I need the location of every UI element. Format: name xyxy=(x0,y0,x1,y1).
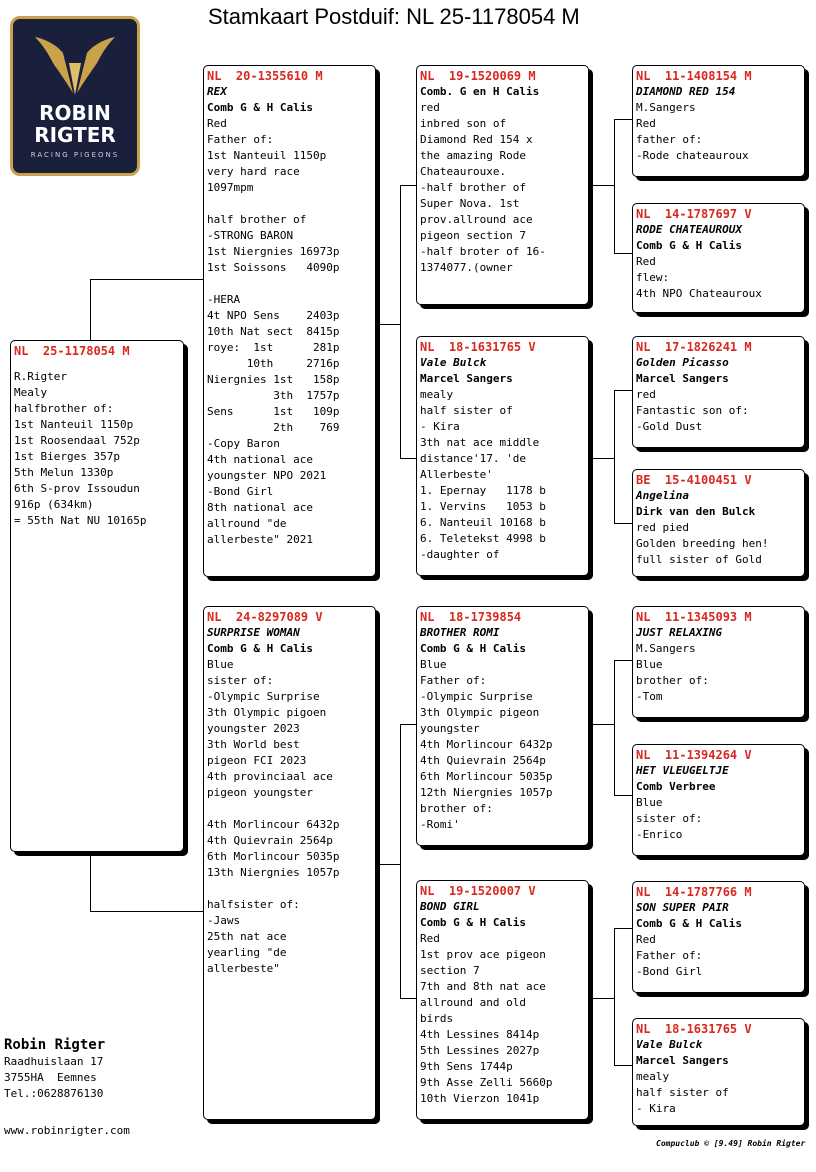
pigeon-breeder: Marcel Sangers xyxy=(636,372,729,385)
pigeon-name: HET VLEUGELTJE xyxy=(636,764,729,777)
connector-line xyxy=(614,660,633,661)
connector-line xyxy=(400,998,417,999)
connector-line xyxy=(614,928,615,1066)
pigeon-notes: R.Rigter Mealy halfbrother of: 1st Nanteuil 1150p 1st Roosendaal 752p 1st Bierges 357p 5th Melun 1330p 6th S-prov Issoudun 916p (634km) = 55th Nat NU 10165p xyxy=(14,370,147,527)
pigeon-notes: Blue sister of: -Olympic Surprise 3th Olympic pigoen youngster 2023 3th World best pigeon FCI 2023 4th provinciaal ace pigeon youngster 4th Morlincour 6432p 4th Quievrain 2564p 6th Morlincour 5035p 13th Niergnies 1057p halfsister of: -Jaws 25th nat ace yearling "de allerbeste" xyxy=(207,658,340,975)
pigeon-notes: red inbred son of Diamond Red 154 x the amazing Rode Chateaurouxe. -half brother of Super Nova. 1st prov.allround ace pigeon section 7 -half broter of 16- 1374077.(owner xyxy=(420,101,546,274)
ring-number: NL 20-1355610 M xyxy=(207,69,323,83)
ring-number: NL 25-1178054 M xyxy=(14,344,130,358)
connector-line xyxy=(614,253,633,254)
pigeon-notes: Blue Father of: -Olympic Surprise 3th Olympic pigeon youngster 4th Morlincour 6432p 4th Quievrain 2564p 6th Morlincour 5035p 12th Niergnies 1057p brother of: -Romi' xyxy=(420,658,553,831)
pigeon-notes: red pied Golden breeding hen! full sister of Gold xyxy=(636,521,769,566)
connector-line xyxy=(376,864,400,865)
owner-city: 3755HA Eemnes xyxy=(4,1071,97,1084)
pigeon-name: REX xyxy=(207,85,227,98)
pigeon-card-mfm xyxy=(632,744,805,856)
connector-line xyxy=(614,390,615,524)
pigeon-name: Golden Picasso xyxy=(636,356,729,369)
connector-line xyxy=(400,458,417,459)
connector-line xyxy=(376,324,400,325)
pigeon-notes: Red Father of: 1st Nanteuil 1150p very hard race 1097mpm half brother of -STRONG BARON 1st Niergnies 16973p 1st Soissons 4090p -HERA 4t NPO Sens 2403p 10th Nat sect 8415p roye: 1st 281p 10th 2716p Niergnies 1st 158p 3th 1757p Sens 1st 109p 2th 769 -Copy Baron 4th national ace youngster NPO 2021 -Bond Girl 8th national ace allround "de allerbeste" 2021 xyxy=(207,117,340,546)
pigeon-card-ffm xyxy=(632,203,805,313)
pigeon-breeder: Comb G & H Calis xyxy=(636,239,742,252)
pigeon-breeder: Marcel Sangers xyxy=(420,372,513,385)
pigeon-notes: Blue sister of: -Enrico xyxy=(636,796,703,841)
pigeon-breeder: Comb G & H Calis xyxy=(207,101,313,114)
pigeon-card-mmm xyxy=(632,1018,805,1126)
owner-address: Raadhuislaan 17 xyxy=(4,1055,104,1068)
pigeon-notes: Red flew: 4th NPO Chateauroux xyxy=(636,255,762,300)
connector-line xyxy=(400,724,417,725)
pigeon-card-father xyxy=(203,65,376,577)
pigeon-name: RODE CHATEAUROUX xyxy=(636,223,742,236)
ring-number: NL 18-1739854 xyxy=(420,610,522,624)
ring-number: NL 24-8297089 V xyxy=(207,610,323,624)
logo-word-robin: ROBIN xyxy=(39,101,111,125)
pigeon-name: SURPRISE WOMAN xyxy=(207,626,300,639)
pigeon-breeder: Marcel Sangers xyxy=(636,1054,729,1067)
pigeon-card-mf xyxy=(416,606,589,846)
pigeon-name: JUST RELAXING xyxy=(636,626,723,639)
connector-line xyxy=(90,856,91,912)
connector-line xyxy=(589,185,614,186)
connector-line xyxy=(614,1065,633,1066)
connector-line xyxy=(400,724,401,999)
ring-number: NL 11-1345093 M xyxy=(636,610,752,624)
pigeon-card-fmm xyxy=(632,469,805,577)
connector-line xyxy=(589,458,614,459)
pigeon-notes: M.Sangers Red father of: -Rode chateauroux xyxy=(636,101,749,162)
pigeon-breeder: Comb Verbree xyxy=(636,780,716,793)
pigeon-card-mff xyxy=(632,606,805,718)
pigeon-name: Angelina xyxy=(636,489,689,502)
owner-block xyxy=(4,1036,105,1102)
ring-number: NL 11-1408154 M xyxy=(636,69,752,83)
pigeon-breeder: Dirk van den Bulck xyxy=(636,505,756,518)
connector-line xyxy=(90,279,91,341)
pigeon-card-fff xyxy=(632,65,805,177)
ring-number: NL 19-1520069 M xyxy=(420,69,536,83)
pigeon-breeder: Comb G & H Calis xyxy=(207,642,313,655)
ring-number: NL 19-1520007 V xyxy=(420,884,536,898)
logo xyxy=(10,16,140,176)
pigeon-card-subject xyxy=(10,340,184,852)
pigeon-name: Vale Bulck xyxy=(636,1038,703,1051)
pigeon-notes: Red Father of: -Bond Girl xyxy=(636,933,703,978)
pigeon-name: BROTHER ROMI xyxy=(420,626,500,639)
pigeon-name: Vale Bulck xyxy=(420,356,487,369)
connector-line xyxy=(614,119,633,120)
pigeon-card-ff xyxy=(416,65,589,305)
pigeon-breeder: Comb G & H Calis xyxy=(420,642,526,655)
page-title: Stamkaart Postduif: NL 25-1178054 M xyxy=(208,4,580,29)
owner-phone: Tel.:0628876130 xyxy=(4,1087,104,1100)
connector-line xyxy=(400,185,401,459)
ring-number: BE 15-4100451 V xyxy=(636,473,752,487)
pigeon-notes: Red 1st prov ace pigeon section 7 7th and 8th nat ace allround and old birds 4th Lessines 8414p 5th Lessines 2027p 9th Sens 1744p 9th Asse Zelli 5660p 10th Vierzon 1041p xyxy=(420,932,553,1105)
pigeon-card-fm xyxy=(416,336,589,576)
pigeon-name: BOND GIRL xyxy=(420,900,480,913)
connector-line xyxy=(589,998,614,999)
ring-number: NL 17-1826241 M xyxy=(636,340,752,354)
connector-line xyxy=(614,660,615,796)
connector-line xyxy=(614,119,615,254)
pigeon-notes: mealy half sister of - Kira xyxy=(636,1070,729,1115)
footer-credit: Compuclub © [9.49] Robin Rigter xyxy=(656,1139,806,1148)
website-link[interactable]: www.robinrigter.com xyxy=(4,1124,130,1137)
pigeon-notes: mealy half sister of - Kira 3th nat ace middle distance'17. 'de Allerbeste' 1. Epernay 1178 b 1. Vervins 1053 b 6. Nanteuil 10168 b 6. Teletekst 4998 b -daughter of xyxy=(420,388,546,561)
wings-icon xyxy=(33,33,117,97)
pigeon-notes: red Fantastic son of: -Gold Dust xyxy=(636,388,749,433)
connector-line xyxy=(400,185,417,186)
owner-name: Robin Rigter xyxy=(4,1037,106,1053)
pigeon-notes: M.Sangers Blue brother of: -Tom xyxy=(636,642,709,703)
connector-line xyxy=(614,795,633,796)
connector-line xyxy=(614,390,633,391)
connector-line xyxy=(90,911,204,912)
pigeon-name: SON SUPER PAIR xyxy=(636,901,729,914)
pigeon-card-fmf xyxy=(632,336,805,448)
ring-number: NL 14-1787766 M xyxy=(636,885,752,899)
pigeon-breeder: Comb G & H Calis xyxy=(636,917,742,930)
logo-word-rigter: RIGTER xyxy=(34,123,116,147)
pigeon-card-mother xyxy=(203,606,376,1120)
connector-line xyxy=(614,523,633,524)
pigeon-name: DIAMOND RED 154 xyxy=(636,85,736,98)
ring-number: NL 18-1631765 V xyxy=(420,340,536,354)
connector-line xyxy=(589,724,614,725)
ring-number: NL 11-1394264 V xyxy=(636,748,752,762)
pigeon-card-mmf xyxy=(632,881,805,993)
pigeon-breeder: Comb G & H Calis xyxy=(420,916,526,929)
ring-number: NL 14-1787697 V xyxy=(636,207,752,221)
ring-number: NL 18-1631765 V xyxy=(636,1022,752,1036)
pigeon-card-mm xyxy=(416,880,589,1120)
logo-tagline: RACING PIGEONS xyxy=(30,151,120,159)
pigeon-breeder: Comb. G en H Calis xyxy=(420,85,540,98)
connector-line xyxy=(90,279,204,280)
connector-line xyxy=(614,928,633,929)
